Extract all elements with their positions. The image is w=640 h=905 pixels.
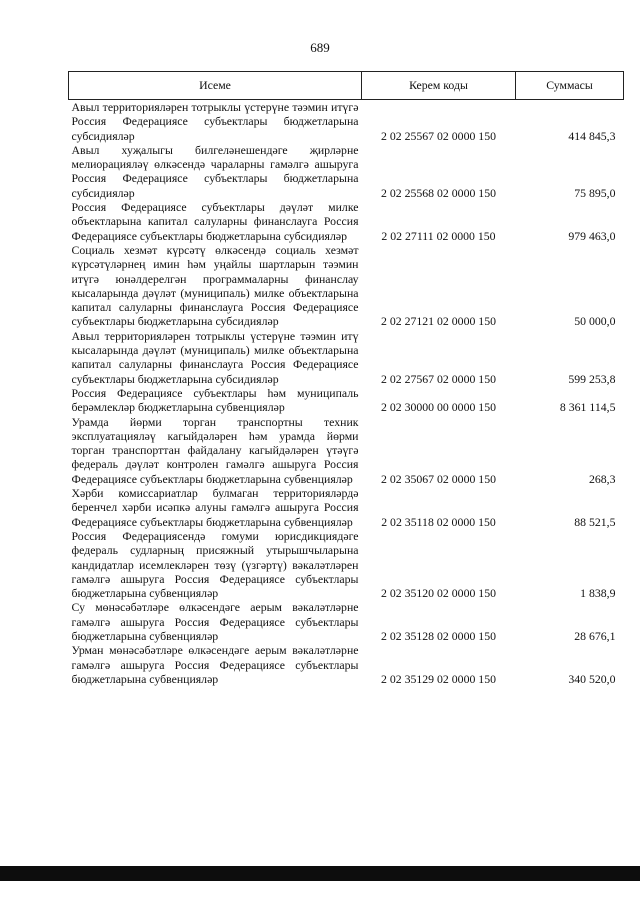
row-sum: 28 676,1 <box>574 628 616 643</box>
row-code: 2 02 27111 02 0000 150 <box>381 228 496 243</box>
row-sum: 88 521,5 <box>574 514 616 529</box>
row-code: 2 02 35129 02 0000 150 <box>380 671 497 686</box>
table-row <box>69 529 624 600</box>
table-row <box>69 486 624 529</box>
row-name: Су мөнәсәбәтләре өлкәсендәге аерым вәкаләтләрне гамәлгә ашыруга Россия Федерациясе субъектлары бюджетларына субвенцияләр <box>71 600 359 643</box>
row-name: Хәрби комиссариатлар булмаган территорияләрдә беренчел хәрби исәпкә алуны гамәлгә ашыруга Россия Федерациясе субъектлары бюджетларына субвенцияләр <box>71 486 359 529</box>
row-name: Урамда йөрми торган транспортны техник эксплуатацияләү кагыйдәләрен һәм урамда йөрми торган транспорттан файдалану кагыйдәләрен үтәүгә федераль дәүләт контролен гамәлгә ашыруга Россия Федерациясе субъектлары бюджетларына субвенцияләр <box>71 414 359 486</box>
row-sum: 50 000,0 <box>574 314 616 329</box>
table-row <box>69 415 624 486</box>
row-name: Авыл территорияләрен тотрыклы үстерүне тәэмин итү кысаларында дәүләт (муниципаль) милке объектларына капитал салуларны финанслауга Россия Федерациясе субъектлары бюджетларына субсидияләр <box>71 328 359 386</box>
row-name: Социаль хезмәт күрсәтү өлкәсендә социаль хезмәт күрсәтүләрнең имин һәм уңайлы шартларын тәэмин итүгә юнәлдерелгән программаларны финанслау кысаларында дәүләт (муниципаль) милке объектларына капитал салуларны финанслауга Россия Федерациясе субъектлары бюджетларына субсидияләр <box>71 242 359 329</box>
row-sum: 979 463,0 <box>568 228 616 243</box>
table-row <box>69 643 624 686</box>
row-code: 2 02 27121 02 0000 150 <box>380 314 497 329</box>
row-sum: 8 361 114,5 <box>559 400 616 415</box>
table-body <box>69 100 624 687</box>
header-name: Исеме <box>69 72 362 100</box>
table-row <box>69 600 624 643</box>
row-sum: 268,3 <box>588 471 616 486</box>
row-code: 2 02 35118 02 0000 150 <box>381 514 496 529</box>
row-name: Россия Федерациясендә гомуми юрисдикциядәге федераль судларның присяжный утырышчыларына кандидатлар исемлекләрен төзү (үзгәртү) вәкаләтләрен гамәлгә ашыруга Россия Федерациясе субъектлары бюджетларына субвенцияләр <box>71 528 359 601</box>
row-code: 2 02 25567 02 0000 150 <box>380 128 497 143</box>
row-name: Россия Федерациясе субъектлары һәм муниципаль берәмлекләр бюджетларына субвенцияләр <box>71 385 359 415</box>
row-name: Авыл территорияләрен тотрыклы үстерүне тәэмин итүгә Россия Федерациясе субъектлары бюджетларына субсидияләр <box>71 100 359 143</box>
row-sum: 414 845,3 <box>568 128 616 143</box>
page-number: 689 <box>310 40 330 55</box>
scan-bottom-band <box>0 866 640 881</box>
row-name: Авыл хуҗалыгы билгеләнешендәге җирләрне мелиорацияләү өлкәсендә чараларны гамәлгә ашыруга Россия Федерациясе субъектлары бюджетларына субсидияләр <box>71 142 359 200</box>
row-code: 2 02 25568 02 0000 150 <box>380 185 497 200</box>
header-sum: Суммасы <box>516 72 624 100</box>
table-row <box>69 200 624 243</box>
row-name: Урман мөнәсәбәтләре өлкәсендәге аерым вәкаләтләрне гамәлгә ашыруга Россия Федерациясе субъектлары бюджетларына субвенцияләр <box>71 643 359 686</box>
table-row <box>69 243 624 329</box>
row-sum: 340 520,0 <box>568 671 616 686</box>
row-code: 2 02 35128 02 0000 150 <box>380 628 497 643</box>
budget-table <box>68 71 624 686</box>
row-sum: 1 838,9 <box>580 586 616 601</box>
row-code: 2 02 35120 02 0000 150 <box>380 586 497 601</box>
table-row <box>69 143 624 200</box>
row-sum: 599 253,8 <box>568 371 616 386</box>
header-row <box>69 72 624 100</box>
row-code: 2 02 30000 00 0000 150 <box>380 400 497 415</box>
row-sum: 75 895,0 <box>574 185 616 200</box>
row-code: 2 02 27567 02 0000 150 <box>380 371 497 386</box>
table-row <box>69 329 624 386</box>
header-code: Керем коды <box>362 72 516 100</box>
table-row <box>69 386 624 415</box>
row-name: Россия Федерациясе субъектлары дәүләт милке объектларына капитал салуларны финанслауга Россия Федерациясе субъектлары бюджетларына субсидияләр <box>71 200 359 243</box>
table-header <box>69 72 624 100</box>
table-row <box>69 100 624 143</box>
row-code: 2 02 35067 02 0000 150 <box>380 471 497 486</box>
